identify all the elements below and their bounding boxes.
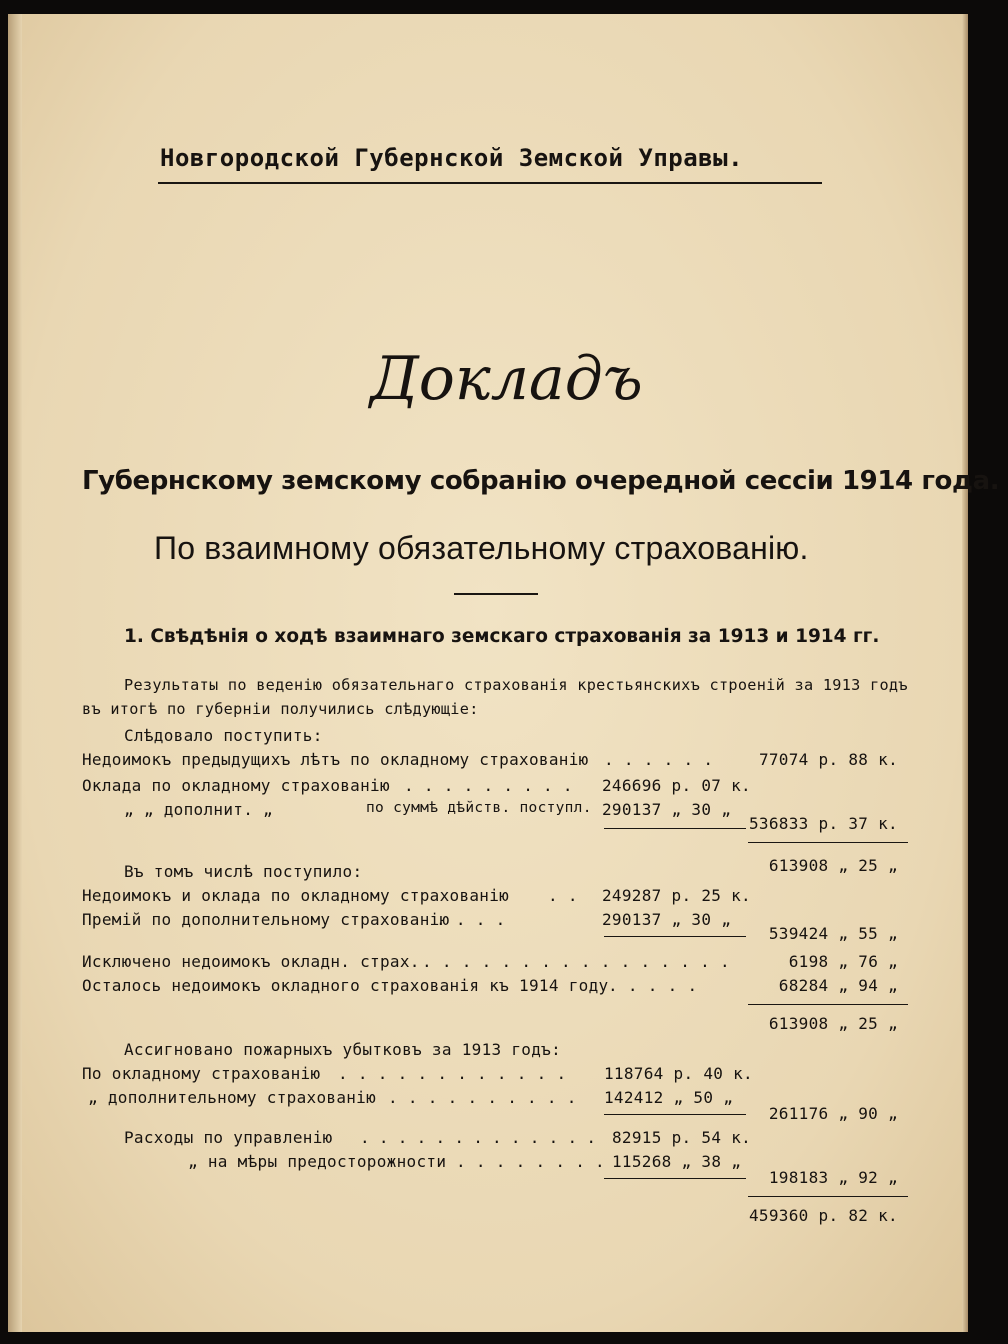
row-label: Исключено недоимокъ окладн. страх. [82,952,420,971]
intro-line-2: въ итогѣ по губерніи получились слѣдующіе: [82,700,479,718]
page-edge [962,14,968,1332]
row-label: Недоимокъ предыдущихъ лѣтъ по окладному страхованію [82,750,589,769]
row-label: Премій по дополнительному страхованію [82,910,450,929]
subtotal-value: 118764 р. 40 к. [604,1064,753,1083]
total-value: 77074 р. 88 к. [758,750,898,769]
row-label: Ассигновано пожарныхъ убытковъ за 1913 годъ: [124,1040,562,1059]
book-spine [8,14,22,1332]
row-label: „ „ дополнит. „ [124,800,273,819]
total-value: 539424 „ 55 „ [768,924,898,943]
grand-total-value: 459360 р. 82 к. [749,1206,898,1225]
leader-dots: . . . . . . [604,750,714,769]
sub-rule [604,936,746,937]
row-label: Оклада по окладному страхованію [82,776,390,795]
row-label: „ дополнительному страхованію [88,1088,377,1107]
total-value: 261176 „ 90 „ [768,1104,898,1123]
leader-dots: . . . . [436,910,506,929]
row-label: „ на мѣры предосторожности [188,1152,447,1171]
leader-dots: . . . . . [608,976,698,995]
total-value: 613908 „ 25 „ [768,856,898,875]
row-label: Слѣдовало поступить: [124,726,323,745]
total-value: 536833 р. 37 к. [749,814,898,833]
row-label: Осталось недоимокъ окладного страхованія къ 1914 году [82,976,609,995]
row-label: Недоимокъ и оклада по окладному страхованію [82,886,510,905]
document-title: Докладъ [370,344,643,414]
total-value: 68284 „ 94 „ [778,976,898,995]
row-label: По окладному страхованію [82,1064,321,1083]
total-rule [748,1196,908,1197]
total-rule [748,842,908,843]
total-value: 613908 „ 25 „ [768,1014,898,1033]
row-label: Въ томъ числѣ поступило: [124,862,363,881]
title-divider [454,593,538,595]
subtotal-value: 142412 „ 50 „ [604,1088,734,1107]
leader-dots: . . . . . . . . . . . . [338,1064,567,1083]
subtotal-value: 246696 р. 07 к. [602,776,751,795]
document-page [8,14,1000,1332]
total-value: 6198 „ 76 „ [788,952,898,971]
leader-dots: . . [548,886,578,905]
row-note: по суммѣ дѣйств. поступл. [366,800,592,816]
leader-dots: . . . . . . . . . [404,776,573,795]
row-label: Расходы по управленію [124,1128,333,1147]
subtotal-value: 249287 р. 25 к. [602,886,751,905]
sub-rule [604,1178,746,1179]
subtotal-value: 290137 „ 30 „ [602,800,732,819]
leader-dots: . . . . . . . . . . . . . . . . [422,952,730,971]
intro-line-1: Результаты по веденію обязательнаго страхованія крестьянскихъ строеній за 1913 годъ [124,676,908,694]
subtotal-value: 82915 р. 54 к. [612,1128,752,1147]
total-rule [748,1004,908,1005]
subtotal-value: 115268 „ 38 „ [612,1152,742,1171]
document-topic: По взаимному обязательному страхованію. [154,530,809,566]
section-heading: 1. Свѣдѣнія о ходѣ взаимнаго земскаго страхованія за 1913 и 1914 гг. [124,626,880,647]
leader-dots: . . . . . . . . . . . . . [360,1128,596,1147]
sub-rule [604,1114,746,1115]
sub-rule [604,828,746,829]
leader-dots: . . . . . . . . [456,1152,605,1171]
header-underline [158,182,822,184]
total-value: 198183 „ 92 „ [768,1168,898,1187]
document-subtitle: Губернскому земскому собранію очередной сессіи 1914 года. [82,466,1000,496]
publisher-header: Новгородской Губернской Земской Управы. [160,144,744,172]
leader-dots: . . . . . . . . . . [388,1088,577,1107]
subtotal-value: 290137 „ 30 „ [602,910,732,929]
